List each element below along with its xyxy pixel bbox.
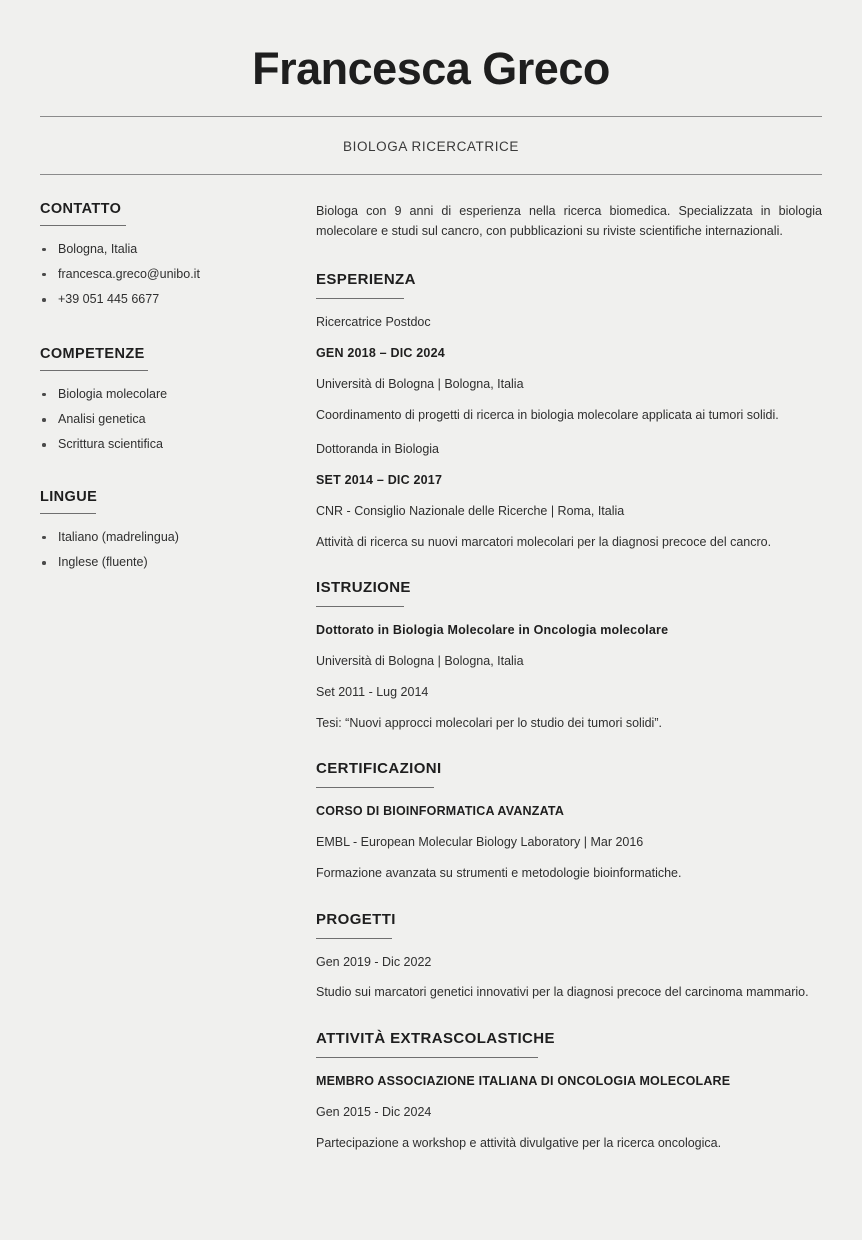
section-title-skills: COMPETENZE [40, 346, 294, 362]
page-title: Francesca Greco [40, 44, 822, 94]
section-title-certifications: CERTIFICAZIONI [316, 760, 822, 777]
section-title-languages: LINGUE [40, 489, 294, 505]
section-title-experience: ESPERIENZA [316, 271, 822, 288]
entry-dates: GEN 2018 – DIC 2024 [316, 344, 822, 363]
section-underline-projects [316, 938, 392, 939]
entry-organization: CNR - Consiglio Nazionale delle Ricerche | Roma, Italia [316, 502, 822, 521]
professional-summary: Biologa con 9 anni di esperienza nella ricerca biomedica. Specializzata in biologia molecolare e studi sul cancro, con pubblicazioni su riviste scientifiche internazionali. [316, 201, 822, 242]
certification-entry [316, 802, 822, 882]
entry-role: Ricercatrice Postdoc [316, 313, 822, 332]
list-item: Inglese (fluente) [40, 553, 294, 572]
section-underline-certifications [316, 787, 434, 788]
skills-list [40, 385, 294, 455]
languages-list [40, 528, 294, 573]
list-item: francesca.greco@unibo.it [40, 265, 294, 284]
entry-description: Studio sui marcatori genetici innovativi per la diagnosi precoce del carcinoma mammario. [316, 983, 822, 1002]
section-certifications [316, 760, 822, 882]
resume-header [0, 0, 862, 174]
entry-degree: Dottorato in Biologia Molecolare in Oncologia molecolare [316, 621, 822, 640]
section-languages [40, 489, 294, 573]
entry-organization: EMBL - European Molecular Biology Laboratory | Mar 2016 [316, 833, 822, 852]
entry-role: Dottoranda in Biologia [316, 440, 822, 459]
section-extracurricular [316, 1030, 822, 1152]
education-entry [316, 621, 822, 732]
section-underline-experience [316, 298, 404, 299]
section-projects [316, 911, 822, 1003]
list-item: Biologia molecolare [40, 385, 294, 404]
list-item: Analisi genetica [40, 410, 294, 429]
entry-description: Partecipazione a workshop e attività divulgative per la ricerca oncologica. [316, 1134, 822, 1153]
sidebar [40, 201, 312, 1181]
section-title-extracurricular: ATTIVITÀ EXTRASCOLASTICHE [316, 1030, 822, 1047]
list-item: Bologna, Italia [40, 240, 294, 259]
contact-list [40, 240, 294, 310]
resume-body [0, 175, 862, 1240]
entry-description: Tesi: “Nuovi approcci molecolari per lo studio dei tumori solidi”. [316, 714, 822, 733]
main-column [312, 201, 822, 1181]
experience-entry [316, 440, 822, 551]
section-title-education: ISTRUZIONE [316, 579, 822, 596]
section-title-projects: PROGETTI [316, 911, 822, 928]
entry-organization: Università di Bologna | Bologna, Italia [316, 652, 822, 671]
section-underline-languages [40, 513, 96, 514]
section-contact [40, 201, 294, 310]
entry-description: Attività di ricerca su nuovi marcatori molecolari per la diagnosi precoce del cancro. [316, 533, 822, 552]
entry-dates: SET 2014 – DIC 2017 [316, 471, 822, 490]
extracurricular-entry [316, 1072, 822, 1152]
entry-name: MEMBRO ASSOCIAZIONE ITALIANA DI ONCOLOGIA MOLECOLARE [316, 1072, 822, 1091]
entry-organization: Università di Bologna | Bologna, Italia [316, 375, 822, 394]
section-underline-education [316, 606, 404, 607]
section-education [316, 579, 822, 732]
entry-dates: Gen 2019 - Dic 2022 [316, 953, 822, 972]
section-experience [316, 271, 822, 551]
list-item: +39 051 445 6677 [40, 290, 294, 309]
entry-description: Coordinamento di progetti di ricerca in biologia molecolare applicata ai tumori solidi. [316, 406, 822, 425]
project-entry [316, 953, 822, 1003]
entry-dates: Set 2011 - Lug 2014 [316, 683, 822, 702]
section-underline-extracurricular [316, 1057, 538, 1058]
section-skills [40, 346, 294, 455]
list-item: Scrittura scientifica [40, 435, 294, 454]
section-title-contact: CONTATTO [40, 201, 294, 217]
section-underline-contact [40, 225, 126, 226]
experience-entry [316, 313, 822, 424]
list-item: Italiano (madrelingua) [40, 528, 294, 547]
entry-description: Formazione avanzata su strumenti e metodologie bioinformatiche. [316, 864, 822, 883]
section-underline-skills [40, 370, 148, 371]
entry-dates: Gen 2015 - Dic 2024 [316, 1103, 822, 1122]
entry-name: CORSO DI BIOINFORMATICA AVANZATA [316, 802, 822, 821]
job-title: BIOLOGA RICERCATRICE [40, 117, 822, 174]
